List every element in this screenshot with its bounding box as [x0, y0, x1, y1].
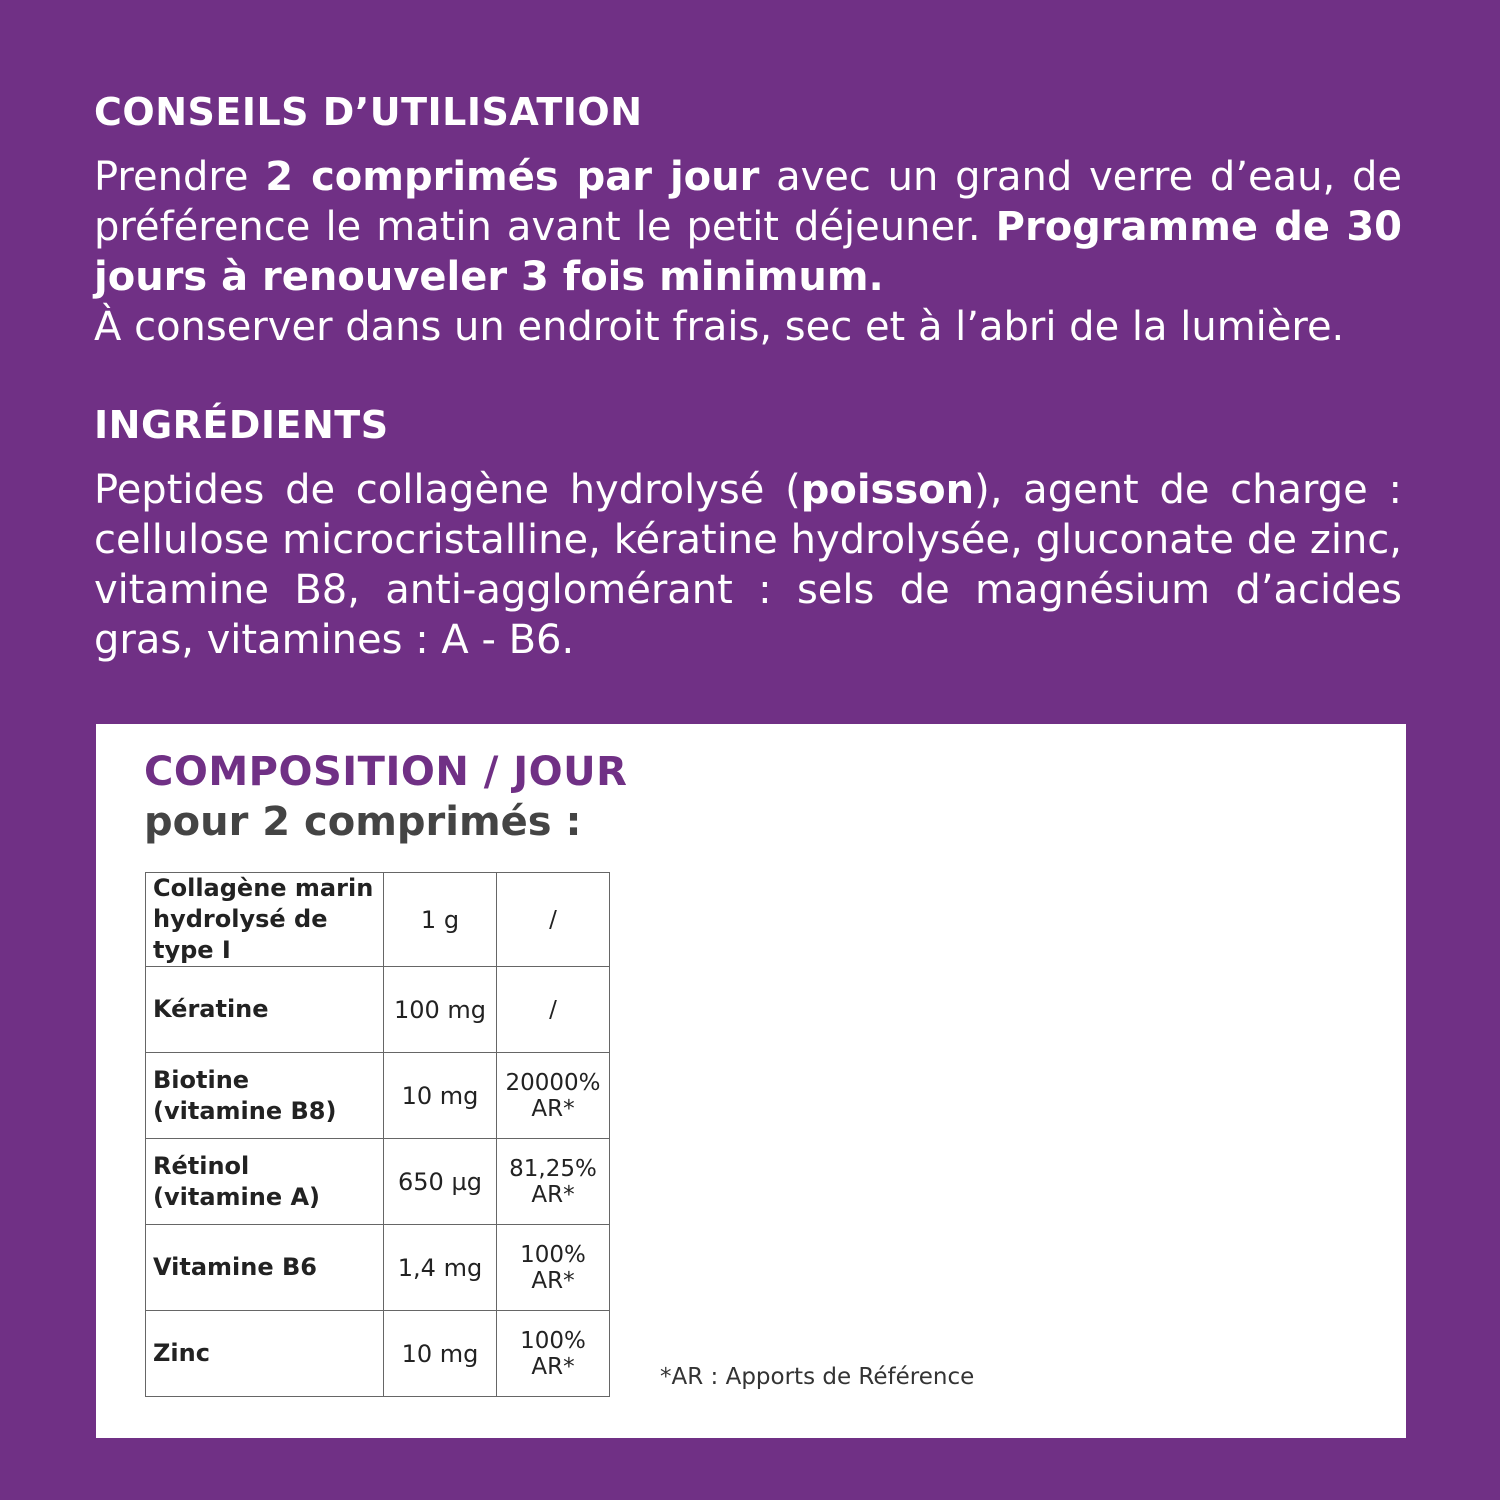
ingredients-text-1: Peptides de collagène hydrolysé (	[94, 467, 801, 513]
nutrient-name: Biotine	[153, 1065, 250, 1094]
nutrient-name: Vitamine B6	[153, 1253, 317, 1281]
ingredients-paragraph	[94, 465, 1402, 665]
nutrient-quantity: 1 g	[384, 873, 497, 967]
nutrient-name-cell	[146, 1053, 384, 1139]
reference-percent: 20000%	[505, 1069, 601, 1096]
ingredients-allergen: poisson	[800, 467, 975, 513]
footnote: *AR : Apports de Référence	[660, 1364, 975, 1390]
reference-percent: /	[549, 906, 557, 933]
reference-label: AR*	[531, 1181, 575, 1208]
composition-title: COMPOSITION / JOUR	[144, 749, 628, 795]
nutrient-name-cell	[146, 1139, 384, 1225]
table-row	[146, 1311, 610, 1397]
reference-percent: 100%	[520, 1241, 586, 1268]
nutrient-reference-cell	[497, 1053, 610, 1139]
nutrient-name: Rétinol	[153, 1151, 250, 1180]
nutrient-quantity: 1,4 mg	[384, 1225, 497, 1311]
composition-subtitle: pour 2 comprimés :	[144, 799, 582, 845]
usage-text-2: avec un grand verre d’eau, de préférence le matin avant le petit déjeuner.	[94, 154, 1402, 250]
nutrient-reference-cell	[497, 873, 610, 967]
reference-percent: 100%	[520, 1327, 586, 1354]
usage-program: Programme de 30 jours à renouveler 3 fois minimum.	[94, 204, 1402, 300]
reference-label: AR*	[531, 1353, 575, 1380]
usage-text-1: Prendre	[94, 154, 266, 200]
table-row	[146, 967, 610, 1053]
reference-percent: 81,25%	[509, 1155, 597, 1182]
nutrient-reference-cell	[497, 1311, 610, 1397]
ingredients-text-2: ), agent de charge : cellulose microcristalline, kératine hydrolysée, gluconate de zinc, vitamine B8, anti-agglomérant : sels de magnésium d’acides gras, vitamines : A - B6.	[94, 467, 1402, 663]
nutrient-quantity: 650 µg	[384, 1139, 497, 1225]
nutrient-quantity: 10 mg	[384, 1311, 497, 1397]
table-row	[146, 1053, 610, 1139]
nutrient-name-cell	[146, 967, 384, 1053]
reference-label: AR*	[531, 1095, 575, 1122]
nutrient-name-cell	[146, 873, 384, 967]
nutrient-name: Kératine	[153, 995, 269, 1023]
nutrient-name-cell	[146, 1311, 384, 1397]
nutrient-quantity: 10 mg	[384, 1053, 497, 1139]
nutrient-name: Zinc	[153, 1339, 210, 1367]
reference-label: AR*	[531, 1267, 575, 1294]
composition-panel	[96, 724, 1406, 1438]
nutrient-reference-cell	[497, 1225, 610, 1311]
usage-heading: CONSEILS D’UTILISATION	[94, 90, 643, 134]
nutrient-name-detail: (vitamine B8)	[153, 1096, 337, 1125]
usage-section	[94, 90, 1402, 352]
nutrient-name-detail: (vitamine A)	[153, 1182, 321, 1211]
table-row	[146, 873, 610, 967]
ingredients-section	[94, 403, 1402, 665]
table-row	[146, 1139, 610, 1225]
nutrient-name-cell	[146, 1225, 384, 1311]
usage-paragraph	[94, 152, 1402, 302]
nutrient-name-detail: hydrolysé de type I	[153, 905, 328, 964]
reference-percent: /	[549, 996, 557, 1023]
table-row	[146, 1225, 610, 1311]
nutrient-reference-cell	[497, 1139, 610, 1225]
ingredients-heading: INGRÉDIENTS	[94, 403, 389, 447]
nutrient-name: Collagène marin	[153, 874, 374, 902]
composition-table	[145, 872, 610, 1397]
nutrient-reference-cell	[497, 967, 610, 1053]
nutrient-quantity: 100 mg	[384, 967, 497, 1053]
usage-dosage: 2 comprimés par jour	[265, 154, 760, 200]
storage-text: À conserver dans un endroit frais, sec et à l’abri de la lumière.	[94, 304, 1345, 350]
